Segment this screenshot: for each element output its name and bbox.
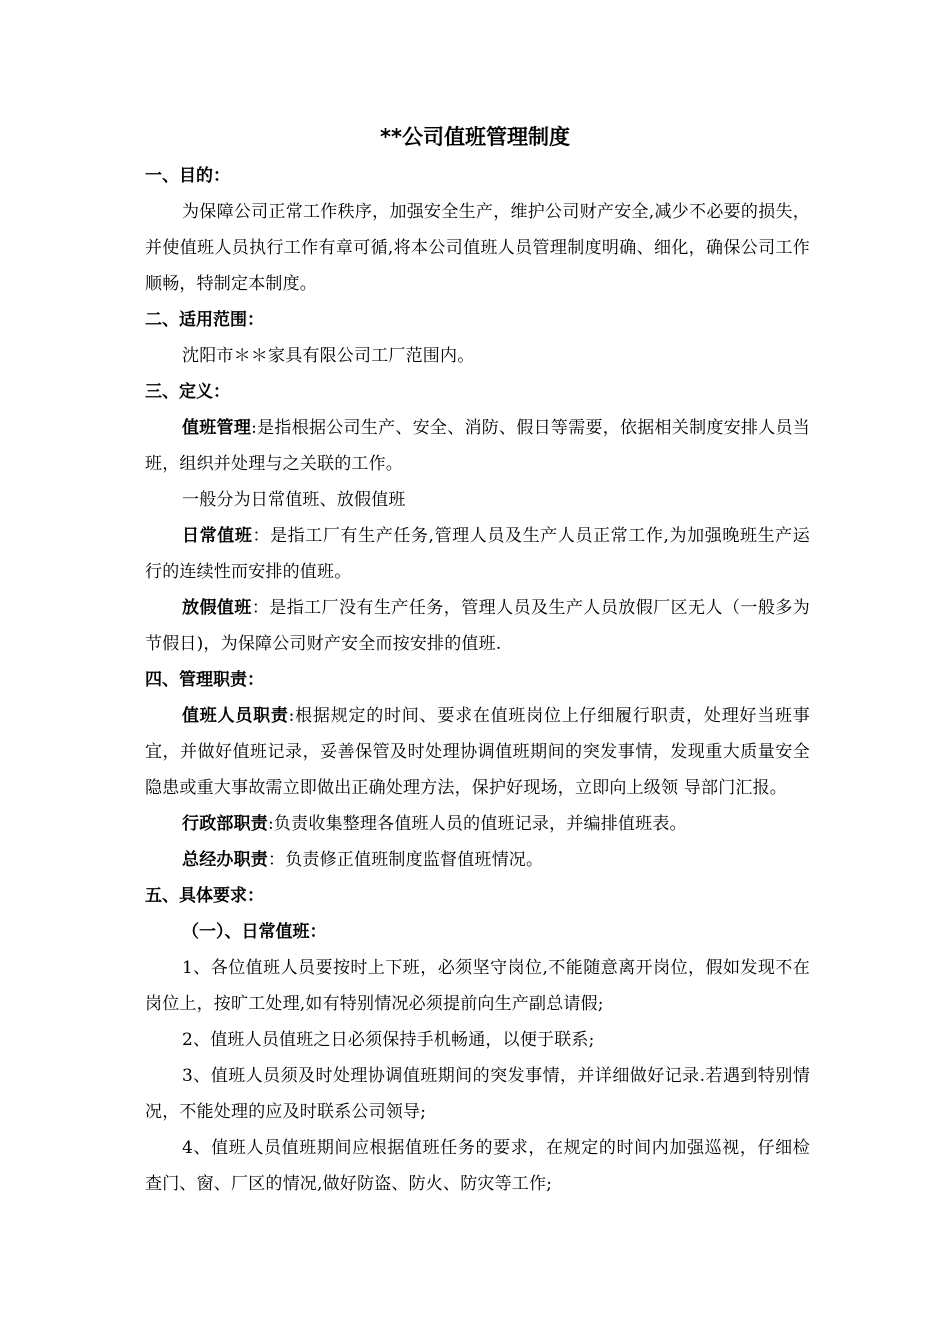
term-holiday-duty: 放假值班 <box>182 598 252 618</box>
term-admin-dept: 行政部职责 <box>182 814 268 834</box>
subsection-heading-daily-duty: （一）、日常值班： <box>182 922 327 942</box>
responsibility-admin-dept <box>145 806 810 842</box>
responsibility-gm-office-text: ：负责修正值班制度监督值班情况。 <box>268 850 544 870</box>
requirement-item-2: 2、值班人员值班之日必须保持手机畅通，以便于联系; <box>182 1030 595 1050</box>
paragraph-duty-types: 一般分为日常值班、放假值班 <box>182 490 406 510</box>
responsibility-duty-staff-text: :根据规定的时间、要求在值班岗位上仔细履行职责，处理好当班事宜，并做好值班记录，妥善保管及时处理协调值班期间的突发事情，发现重大质量安全隐患或重大事故需立即做出正确处理方法，保护好现场，立即向上级领 导部门汇报。 <box>145 706 810 798</box>
section-heading-requirements: 五、具体要求： <box>145 886 264 906</box>
term-gm-office: 总经办职责 <box>182 850 268 870</box>
section-heading-responsibilities: 四、管理职责： <box>145 670 264 690</box>
definition-holiday-duty <box>145 590 810 662</box>
paragraph-scope: 沈阳市＊＊家具有限公司工厂范围内。 <box>182 346 475 366</box>
definition-duty-management-text: :是指根据公司生产、安全、消防、假日等需要，依据相关制度安排人员当班，组织并处理与之关联的工作。 <box>145 418 810 474</box>
definition-daily-duty-text: ：是指工厂有生产任务,管理人员及生产人员正常工作,为加强晚班生产运行的连续性而安排的值班。 <box>145 526 810 582</box>
requirement-item-3: 3、值班人员须及时处理协调值班期间的突发事情，并详细做好记录.若遇到特别情况，不能处理的应及时联系公司领导; <box>145 1066 810 1122</box>
definition-holiday-duty-text: ：是指工厂没有生产任务，管理人员及生产人员放假厂区无人（一般多为节假日)，为保障公司财产安全而按安排的值班. <box>145 598 810 654</box>
document-title: **公司值班管理制度 <box>380 125 570 149</box>
definition-duty-management <box>145 410 810 482</box>
document-body <box>145 158 810 1202</box>
section-heading-scope: 二、适用范围： <box>145 310 264 330</box>
term-duty-management: 值班管理 <box>182 418 252 438</box>
requirement-item-4: 4、值班人员值班期间应根据值班任务的要求，在规定的时间内加强巡视，仔细检查门、窗、厂区的情况,做好防盗、防火、防灾等工作; <box>145 1138 810 1194</box>
paragraph-purpose: 为保障公司正常工作秩序，加强安全生产，维护公司财产安全,减少不必要的损失，并使值班人员执行工作有章可循,将本公司值班人员管理制度明确、细化，确保公司工作顺畅，特制定本制度。 <box>145 202 810 294</box>
responsibility-gm-office <box>145 842 810 878</box>
responsibility-duty-staff <box>145 698 810 806</box>
responsibility-admin-dept-text: :负责收集整理各值班人员的值班记录，并编排值班表。 <box>268 814 687 834</box>
term-daily-duty: 日常值班 <box>182 526 253 546</box>
definition-daily-duty <box>145 518 810 590</box>
requirement-item-1: 1、各位值班人员要按时上下班，必须坚守岗位,不能随意离开岗位，假如发现不在岗位上，按旷工处理,如有特别情况必须提前向生产副总请假; <box>145 958 810 1014</box>
section-heading-purpose: 一、目的： <box>145 166 230 186</box>
term-duty-staff: 值班人员职责 <box>182 706 289 726</box>
section-heading-definitions: 三、定义： <box>145 382 230 402</box>
